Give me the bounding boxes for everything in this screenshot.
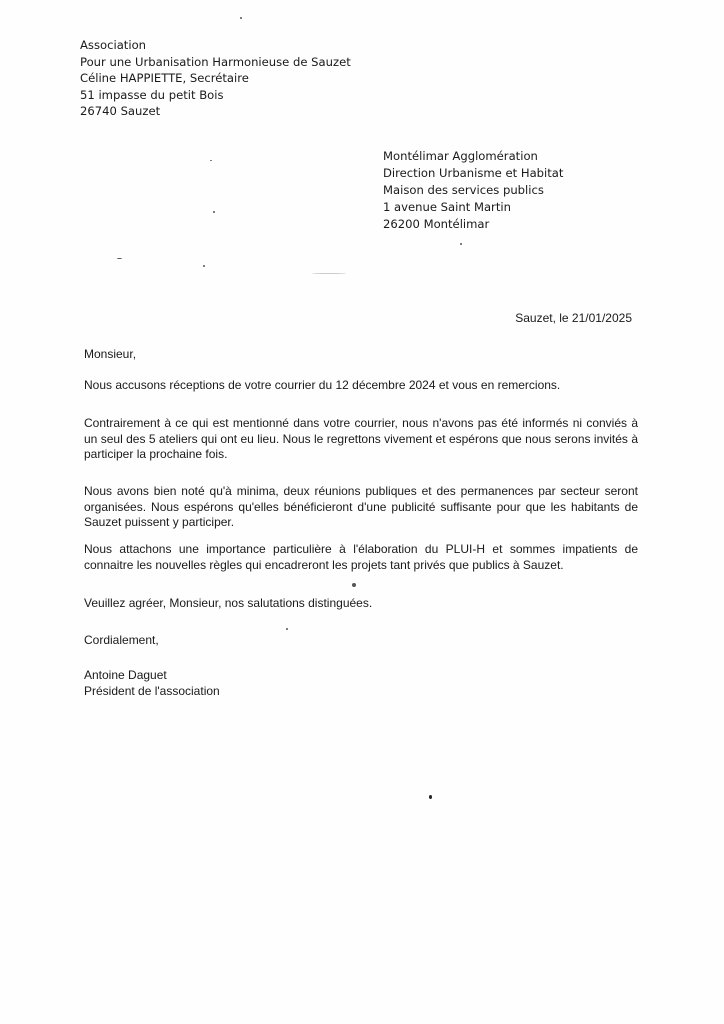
scan-speck <box>240 17 242 19</box>
sender-address <box>80 37 351 120</box>
paragraph: Nous avons bien noté qu'à minima, deux réunions publiques et des permanences par secteur seront organisées. Nous espérons qu'elles bénéficieront d'une publicité suffisante pour que les habitants de Sauzet puissent y participer. <box>84 484 638 529</box>
scan-speck <box>312 273 346 274</box>
scan-speck <box>429 795 432 799</box>
closing-formula: Veuillez agréer, Monsieur, nos salutations distinguées. <box>84 596 373 610</box>
paragraph: Nous accusons réceptions de votre courrier du 12 décembre 2024 et vous en remercions. <box>84 378 561 392</box>
date-line: Sauzet, le 21/01/2025 <box>515 311 632 325</box>
paragraph: Contrairement à ce qui est mentionné dans votre courrier, nous n'avons pas été informés ni conviés à un seul des 5 ateliers qui ont eu lieu. Nous le regrettons vivement et espérons que nous serons invités à participer la prochaine fois. <box>84 416 638 461</box>
sender-line: Pour une Urbanisation Harmonieuse de Sauzet <box>80 54 351 69</box>
signature-block <box>84 668 220 699</box>
signature-title: Président de l'association <box>84 683 220 698</box>
scan-speck <box>213 211 215 213</box>
recipient-line: 1 avenue Saint Martin <box>383 200 511 214</box>
paragraph: Nous attachons une importance particulière à l'élaboration du PLUI-H et sommes impatients de connaitre les nouvelles règles qui encadreront les projets tant privés que publics à Sauzet. <box>84 542 638 572</box>
scan-speck <box>117 258 122 259</box>
recipient-line: Montélimar Agglomération <box>383 149 538 163</box>
sender-line: Céline HAPPIETTE, Secrétaire <box>80 71 249 86</box>
scan-speck <box>352 583 356 587</box>
recipient-line: Maison des services publics <box>383 183 544 197</box>
recipient-line: 26200 Montélimar <box>383 217 490 231</box>
sender-line: 26740 Sauzet <box>80 104 161 119</box>
sender-line: 51 impasse du petit Bois <box>80 87 224 102</box>
closing: Cordialement, <box>84 633 159 647</box>
signature-name: Antoine Daguet <box>84 668 167 682</box>
sender-line: Association <box>80 38 147 52</box>
recipient-address <box>383 148 563 233</box>
salutation: Monsieur, <box>84 347 137 361</box>
scan-speck <box>460 243 462 245</box>
scan-speck <box>210 160 212 161</box>
recipient-line: Direction Urbanisme et Habitat <box>383 166 564 180</box>
scan-speck <box>203 265 205 267</box>
scan-speck <box>286 628 288 630</box>
